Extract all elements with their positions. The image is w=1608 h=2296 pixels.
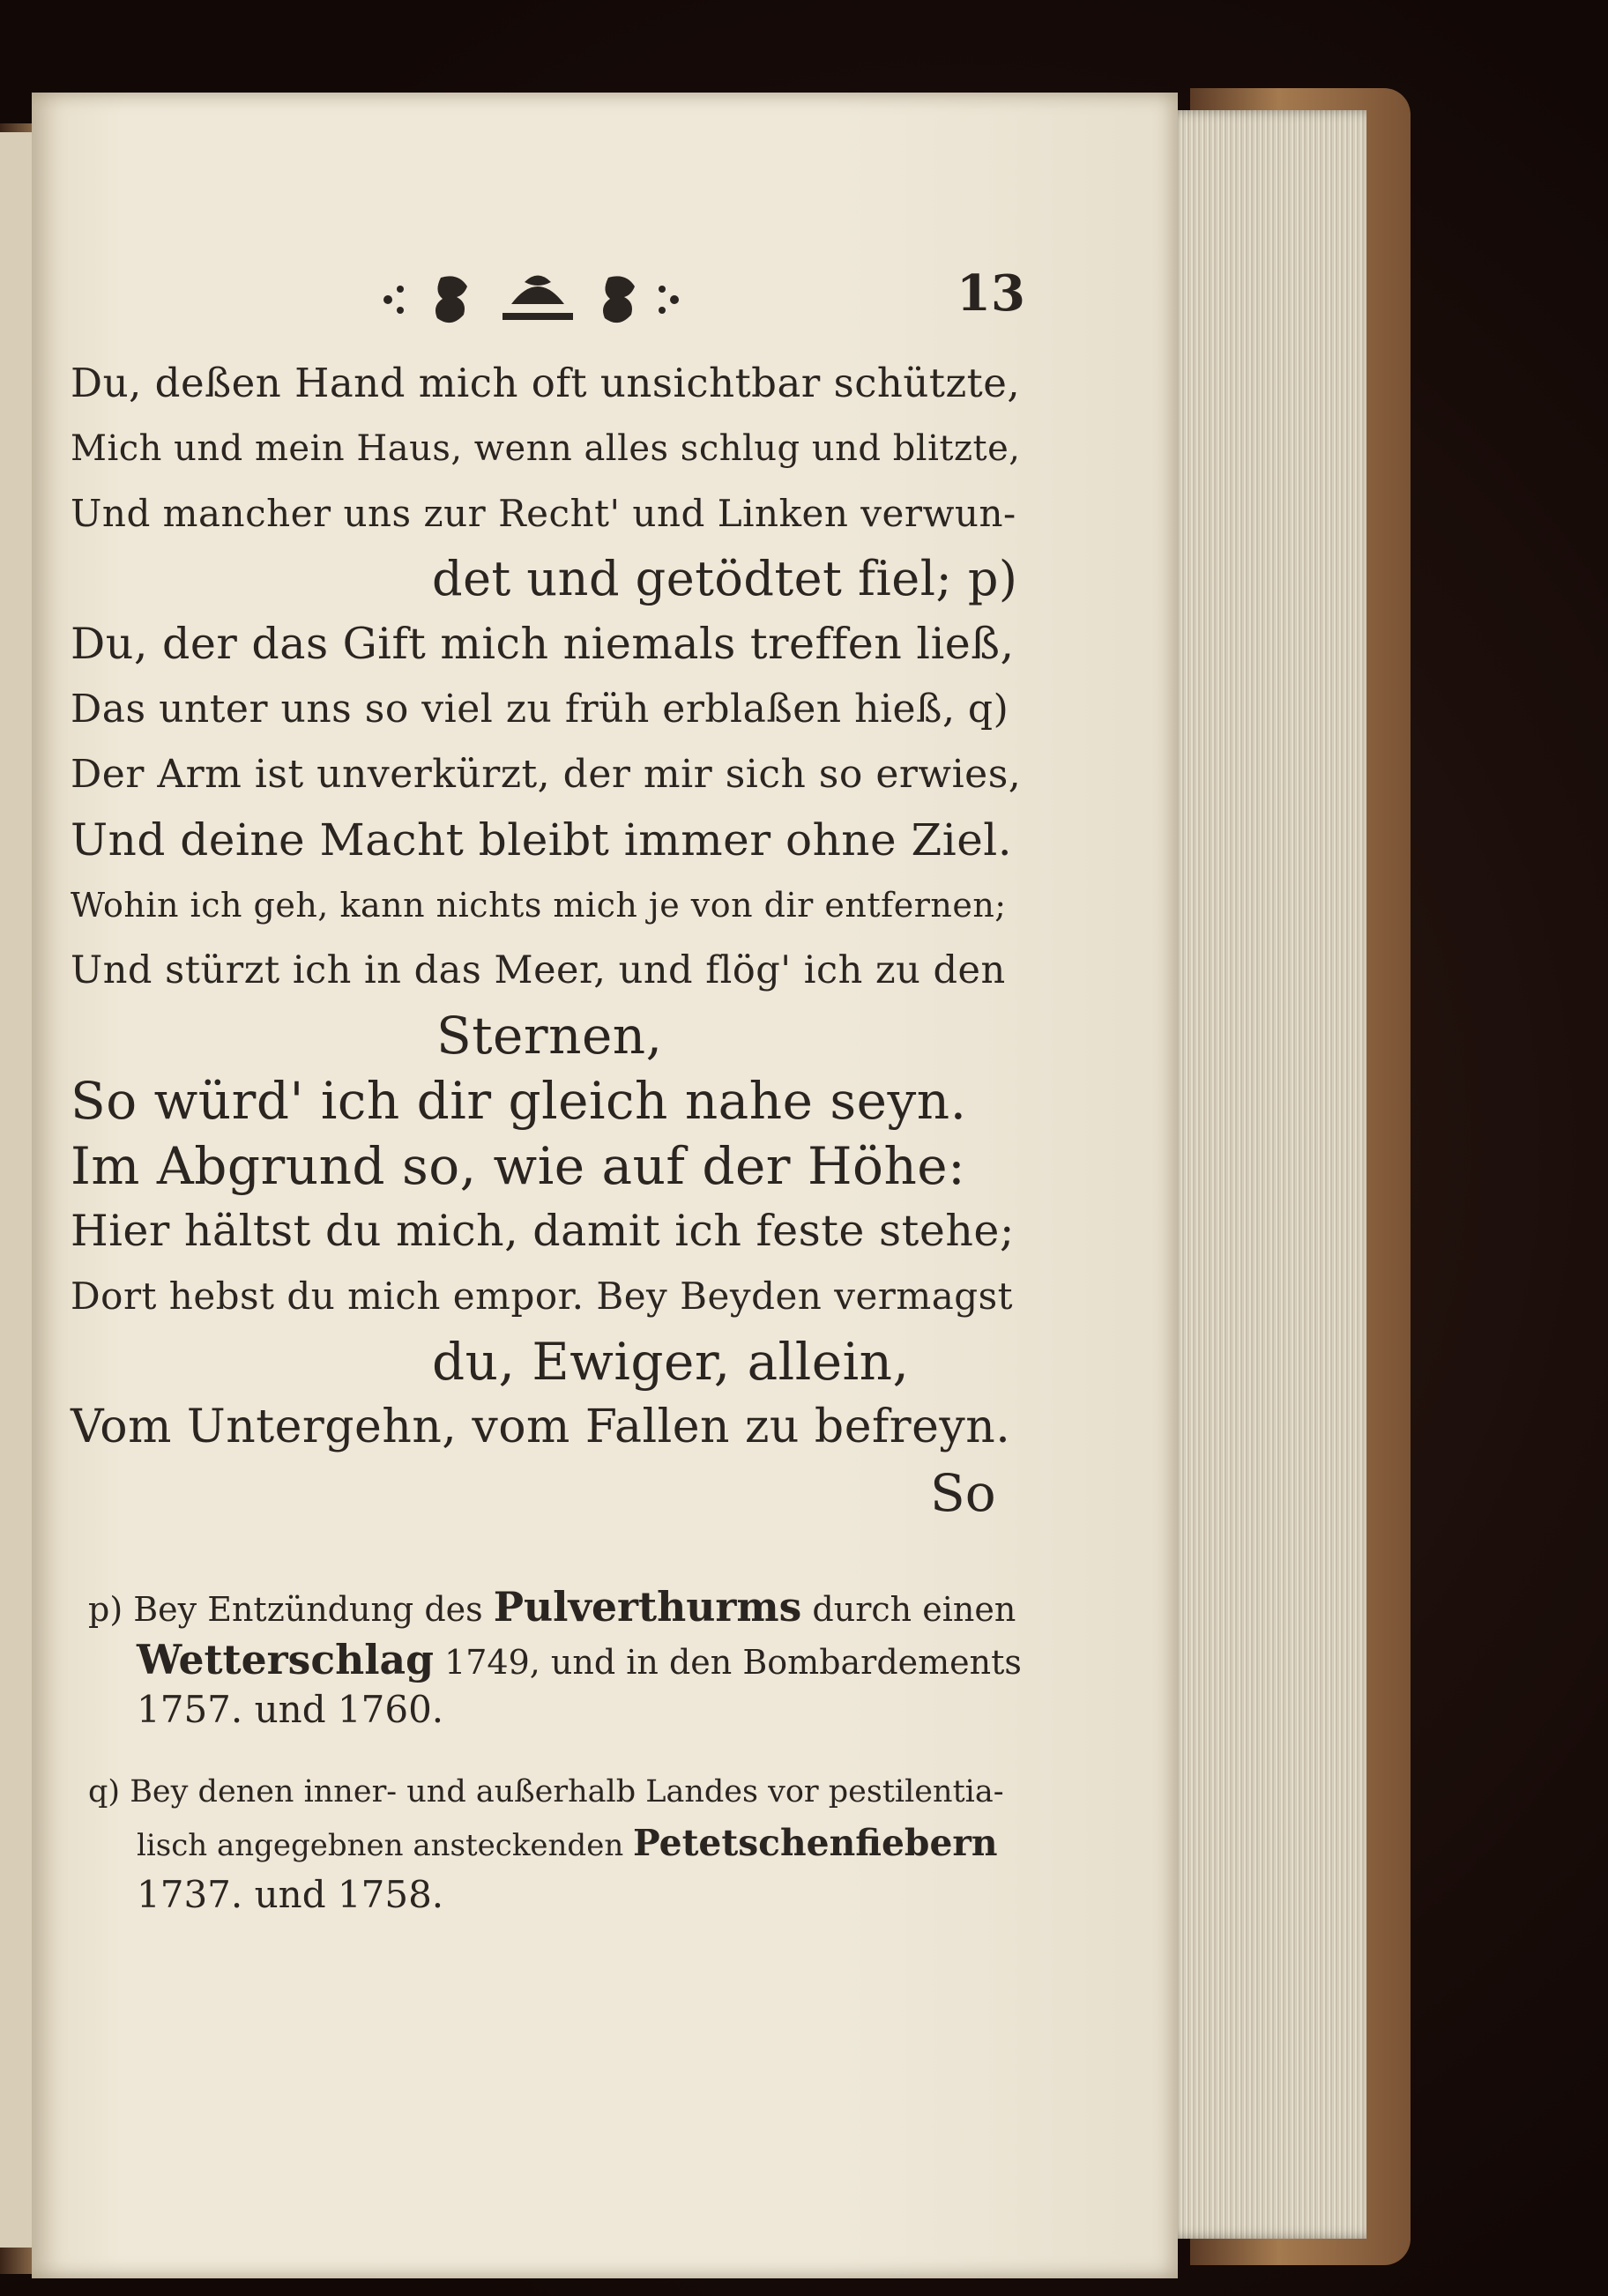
footnote-q-line3: 1737. und 1758. — [137, 1873, 444, 1916]
footnote-p-line1 — [88, 1582, 1016, 1634]
footnote-marker: p) — [88, 1590, 123, 1629]
poem-line: Das unter uns so viel zu früh erblaßen hieß, q) — [71, 687, 1009, 732]
poem-line: Und mancher uns zur Recht' und Linken verwun- — [71, 492, 1016, 535]
footnote-text: Bey Entzündung des — [133, 1590, 483, 1629]
poem-line: Sternen, — [436, 1006, 663, 1066]
poem-line: Der Arm ist unverkürzt, der mir sich so erwies, — [71, 752, 1022, 797]
footnote-text: Bey denen inner- und außerhalb Landes vor pestilentia- — [130, 1774, 1004, 1809]
previous-page-edge — [0, 132, 32, 2248]
footnote-p-line3: 1757. und 1760. — [137, 1688, 444, 1731]
footnote-q-line2 — [137, 1818, 998, 1870]
poem-line: Mich und mein Haus, wenn alles schlug und blitzte, — [71, 428, 1021, 469]
ornamental-headpiece-icon — [370, 264, 705, 335]
poem-line: Du, deßen Hand mich oft unsichtbar schützte, — [71, 360, 1021, 406]
footnote-text: durch einen — [812, 1590, 1016, 1629]
page-number: 13 — [957, 264, 1025, 323]
footnote-emphasis: Pulverthurms — [493, 1583, 802, 1631]
footnote-text: lisch angegebnen ansteckenden — [137, 1828, 624, 1863]
poem-line: Du, der das Gift mich niemals treffen ließ, — [71, 619, 1015, 669]
poem-line: Wohin ich geh, kann nichts mich je von dir entfernen; — [71, 886, 1007, 925]
poem-line: Hier hältst du mich, damit ich feste stehe; — [71, 1206, 1015, 1256]
footnote-emphasis: Wetterschlag — [137, 1636, 434, 1683]
page-block-edges — [1164, 110, 1366, 2239]
poem-line: Im Abgrund so, wie auf der Höhe: — [71, 1136, 966, 1196]
poem-line: Und stürzt ich in das Meer, und flög' ich zu den — [71, 948, 1006, 992]
poem-line: Und deine Macht bleibt immer ohne Ziel. — [71, 814, 1013, 866]
poem-line: Vom Untergehn, vom Fallen zu befreyn. — [71, 1401, 1011, 1453]
footnote-p-line2 — [137, 1635, 1022, 1687]
catchword: So — [930, 1463, 996, 1523]
poem-line: du, Ewiger, allein, — [432, 1332, 910, 1392]
poem-line: Dort hebst du mich empor. Bey Beyden vermagst — [71, 1274, 1014, 1318]
footnote-q-line1 — [88, 1767, 1004, 1817]
footnote-text: 1749, und in den Bombardements — [444, 1643, 1022, 1682]
footnote-marker: q) — [88, 1774, 121, 1809]
poem-line: So würd' ich dir gleich nahe seyn. — [71, 1071, 967, 1131]
poem-line: det und getödtet fiel; p) — [432, 551, 1018, 606]
footnote-emphasis: Petetschenfiebern — [633, 1822, 998, 1864]
